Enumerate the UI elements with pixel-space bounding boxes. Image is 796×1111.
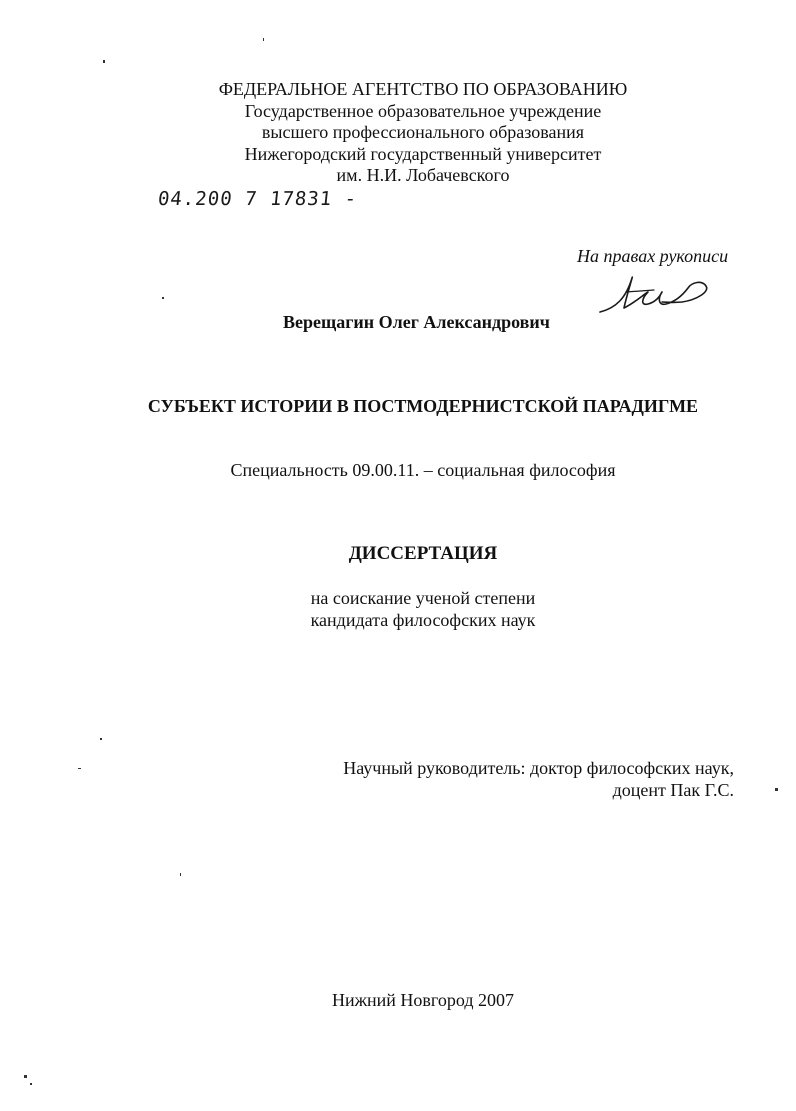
agency-name: ФЕДЕРАЛЬНОЕ АГЕНТСТВО ПО ОБРАЗОВАНИЮ: [218, 79, 628, 99]
city-year: Нижний Новгород 2007: [331, 990, 515, 1010]
specialty: Специальность 09.00.11. – социальная философия: [230, 460, 616, 480]
author-name: Верещагин Олег Александрович: [283, 312, 550, 332]
dissertation-title: СУБЪЕКТ ИСТОРИИ В ПОСТМОДЕРНИСТСКОЙ ПАРАДИГМЕ: [147, 396, 699, 416]
institution-line-2: высшего профессионального образования: [261, 122, 585, 142]
scan-speck: [775, 788, 778, 791]
university-named-after: им. Н.И. Лобачевского: [336, 165, 510, 185]
manuscript-note: На правах рукописи: [577, 246, 729, 266]
signature-icon: [596, 268, 716, 316]
degree-line-1: на соискание ученой степени: [310, 588, 536, 608]
scan-speck: [162, 297, 164, 299]
institution-line-1: Государственное образовательное учреждение: [244, 101, 602, 121]
scan-speck: [78, 768, 81, 769]
scan-speck: [100, 738, 102, 740]
supervisor-line-1: Научный руководитель: доктор философских наук,: [343, 758, 734, 778]
university-name: Нижегородский государственный университет: [244, 144, 602, 164]
supervisor-line-2: доцент Пак Г.С.: [612, 780, 734, 800]
degree-line-2: кандидата философских наук: [310, 610, 536, 630]
scan-speck: [103, 60, 105, 63]
scan-speck: [263, 38, 264, 41]
scan-speck: [30, 1083, 32, 1085]
scan-speck: [24, 1075, 27, 1078]
registration-stamp: 04.200 7 17831 -: [156, 188, 359, 210]
scan-speck: [180, 873, 181, 876]
document-type: ДИССЕРТАЦИЯ: [348, 543, 498, 564]
